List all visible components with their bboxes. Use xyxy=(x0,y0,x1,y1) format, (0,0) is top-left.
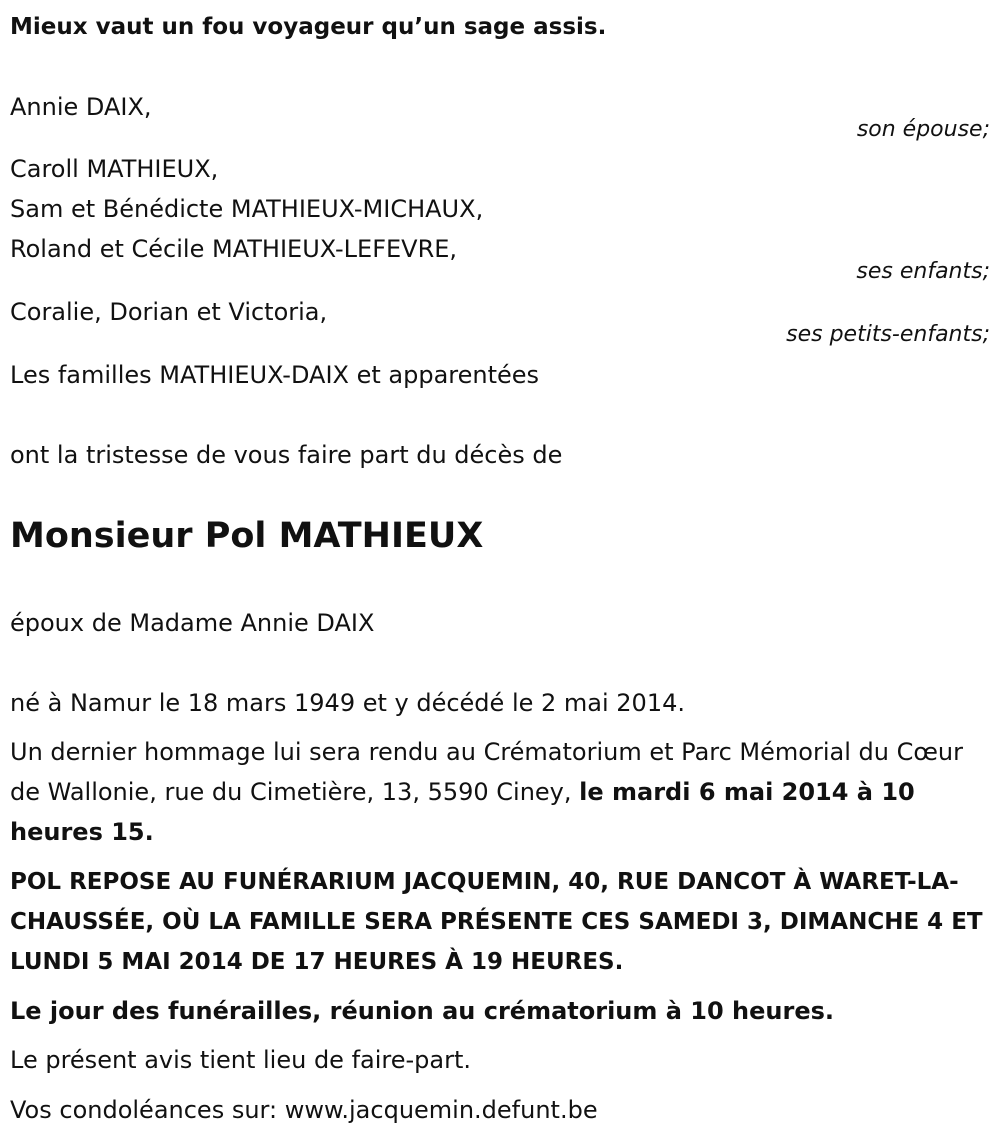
extended-families: Les familles MATHIEUX-DAIX et apparentées xyxy=(10,361,540,389)
grandchildren-role: ses petits-enfants; xyxy=(786,322,990,347)
spouse-name: Annie DAIX, xyxy=(10,93,152,121)
child-3: Roland et Cécile MATHIEUX-LEFEVRE, xyxy=(10,235,458,263)
obituary-notice xyxy=(10,0,990,1145)
tribute-paragraph xyxy=(10,732,990,852)
tribute-text: Un dernier hommage lui sera rendu au Crématorium et Parc Mémorial du Cœur de Wallonie, rue du Cimetière, 13, 5590 Ciney, xyxy=(10,738,963,806)
meeting-info: Le jour des funérailles, réunion au crématorium à 10 heures. xyxy=(10,997,835,1025)
announcement: ont la tristesse de vous faire part du décès de xyxy=(10,441,563,469)
motto: Mieux vaut un fou voyageur qu’un sage assis. xyxy=(10,14,607,40)
visitation-paragraph: POL REPOSE AU FUNÉRARIUM JACQUEMIN, 40, RUE DANCOT À WARET-LA-CHAUSSÉE, OÙ LA FAMILLE SERA PRÉSENTE CES SAMEDI 3, DIMANCHE 4 ET LUNDI 5 MAI 2014 DE 17 HEURES À 19 HEURES. xyxy=(10,869,983,975)
condolences-link: Vos condoléances sur: www.jacquemin.defunt.be xyxy=(10,1096,598,1124)
deceased-name: Monsieur Pol MATHIEUX xyxy=(10,516,484,556)
notice-text: Le présent avis tient lieu de faire-part. xyxy=(10,1046,472,1074)
grandchildren-names: Coralie, Dorian et Victoria, xyxy=(10,298,328,326)
children-role: ses enfants; xyxy=(856,259,990,284)
child-1: Caroll MATHIEUX, xyxy=(10,155,219,183)
birth-death: né à Namur le 18 mars 1949 et y décédé le 2 mai 2014. xyxy=(10,689,685,717)
spouse-of: époux de Madame Annie DAIX xyxy=(10,609,375,637)
child-2: Sam et Bénédicte MATHIEUX-MICHAUX, xyxy=(10,195,484,223)
tribute-date: le mardi 6 mai 2014 à 10 heures 15. xyxy=(10,778,915,846)
spouse-role: son épouse; xyxy=(856,117,990,142)
